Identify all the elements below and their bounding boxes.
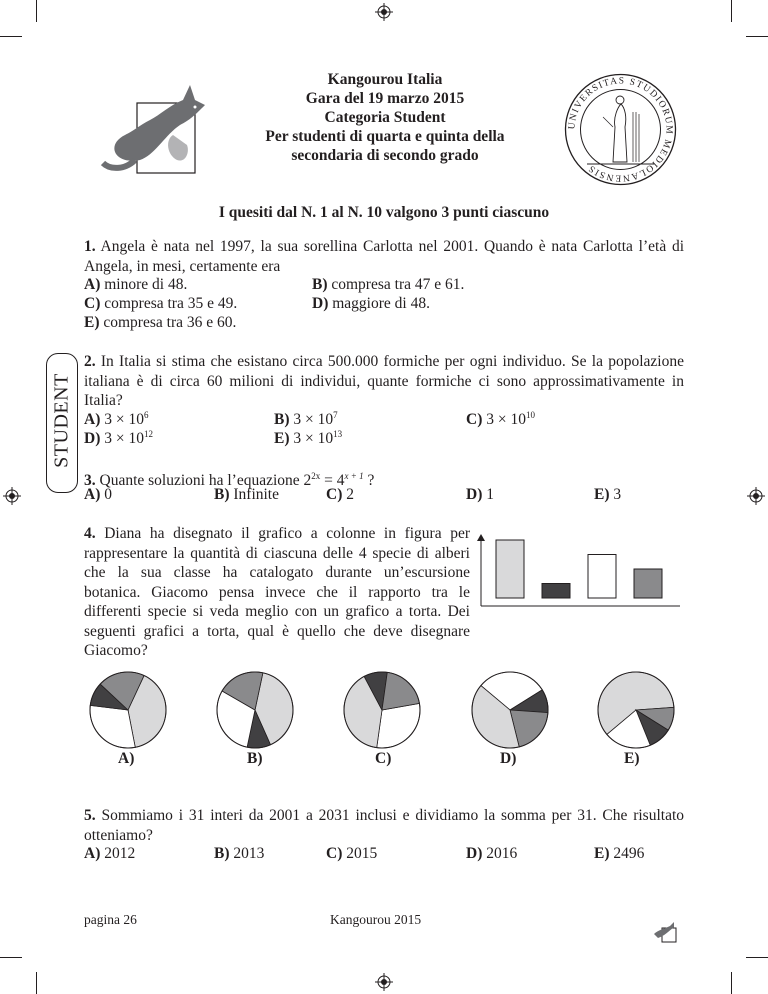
header-line: secondaria di secondo grado: [291, 147, 479, 164]
answer-option: C) 2015: [326, 845, 378, 862]
question-number: 1.: [84, 238, 96, 255]
pie-label: A): [118, 750, 135, 767]
svg-text:UNIVERSITAS STUDIORUM MEDIOLAN: [567, 76, 673, 182]
pie-label: C): [375, 750, 392, 767]
answer-option: A) 0: [84, 486, 112, 503]
crop-mark: [0, 957, 22, 958]
answer-option: D) maggiore di 48.: [312, 295, 430, 312]
header-line: Per studenti di quarta e quinta della: [265, 128, 505, 145]
question-4: [84, 524, 470, 661]
crop-mark: [731, 972, 732, 994]
question-text: In Italia si stima che esistano circa 500.000 formiche per ogni individuo. Se la popolazione italiana è di circa 60 milioni di individui, quante formiche ci sono approssimativamente in Italia?: [84, 353, 684, 409]
side-tab-label: STUDENT: [50, 373, 73, 468]
question-text: Diana ha disegnato il grafico a colonne in figura per rappresentare la quantità di ciascuna delle 4 specie di alberi che la sua classe ha catalogato durante un’escursione botanica. Giacomo pensa invece che il rapporto tra le differenti specie si veda meglio con un grafico a torta. Dei seguenti grafici a torta, qual è quello che deve disegnare Giacomo?: [84, 525, 470, 659]
category-side-tab: [46, 353, 78, 493]
answer-option: E) $3 \times 10^{13}$: [274, 429, 343, 448]
answer-option: D) 2016: [466, 845, 518, 862]
pie-charts: [80, 670, 700, 750]
pie-slice: [382, 672, 419, 710]
question-number: 3.: [84, 472, 96, 490]
section-title: I quesiti dal N. 1 al N. 10 valgono 3 punti ciascuno: [218, 204, 550, 221]
question-number: 2.: [84, 353, 96, 370]
answer-option: D) $3 \times 10^{12}$: [84, 429, 153, 448]
seal-text: UNIVERSITAS STUDIORUM MEDIOLANENSIS: [567, 76, 674, 183]
registration-mark-icon: [375, 973, 393, 991]
pie-label: E): [624, 750, 640, 767]
question-2: [84, 352, 684, 411]
question-number: 5.: [84, 807, 96, 824]
answer-option: A) $3 \times 10^6$: [84, 410, 149, 429]
pie-label: D): [500, 750, 517, 767]
registration-mark-icon: [747, 487, 765, 505]
answer-option: B) compresa tra 47 e 61.: [312, 276, 465, 293]
kangaroo-footer-icon: [650, 920, 680, 944]
header-line: Gara del 19 marzo 2015: [305, 90, 465, 107]
question-1: [84, 237, 684, 276]
axis-arrow-icon: [477, 534, 485, 541]
crop-mark: [746, 957, 768, 958]
header-line: Categoria Student: [324, 109, 446, 126]
question-text: Sommiamo i 31 interi da 2001 a 2031 inclusi e dividiamo la somma per 31. Che risultato otteniamo?: [84, 807, 685, 844]
registration-mark-icon: [375, 3, 393, 21]
bar: [542, 584, 570, 599]
bar: [634, 569, 662, 598]
answer-option: B) 2013: [214, 845, 265, 862]
pie-label: B): [247, 750, 263, 767]
answer-option: C) $3 \times 10^{10}$: [466, 410, 535, 429]
answer-option: E) 2496: [594, 845, 645, 862]
question-text: Angela è nata nel 1997, la sua sorellina Carlotta nel 2001. Quando è nata Carlotta l’età di Angela, in mesi, certamente era: [84, 238, 684, 275]
kangaroo-logo-icon: [95, 75, 215, 180]
answer-option: E) 3: [594, 486, 622, 503]
answer-option: B) $3 \times 10^7$: [274, 410, 338, 429]
question-3: 3. Quante soluzioni ha l’equazione $2^{2x} = 4^{x + 1}$ ?: [84, 471, 375, 490]
crop-mark: [36, 0, 37, 22]
header-title-block: [210, 70, 560, 165]
answer-option: B) Infinite: [214, 486, 279, 503]
crop-mark: [36, 972, 37, 994]
registration-mark-icon: [3, 487, 21, 505]
page-number: pagina 26: [84, 912, 137, 927]
bar: [496, 540, 524, 598]
pie-slice: [90, 705, 135, 748]
bar-chart: [474, 532, 684, 612]
answer-option: D) 1: [466, 486, 494, 503]
bar: [588, 555, 616, 599]
answer-option: C) 2: [326, 486, 354, 503]
answer-option: A) 2012: [84, 845, 136, 862]
header-line: Kangourou Italia: [327, 71, 443, 88]
crop-mark: [746, 36, 768, 37]
crop-mark: [731, 0, 732, 22]
footer-title: Kangourou 2015: [330, 912, 422, 927]
answer-option: C) compresa tra 35 e 49.: [84, 295, 238, 312]
answer-option: E) compresa tra 36 e 60.: [84, 314, 237, 331]
crop-mark: [0, 36, 22, 37]
answer-option: A) minore di 48.: [84, 276, 188, 293]
question-number: 4.: [84, 525, 96, 542]
university-seal-icon: [563, 72, 678, 187]
question-5: [84, 806, 684, 845]
